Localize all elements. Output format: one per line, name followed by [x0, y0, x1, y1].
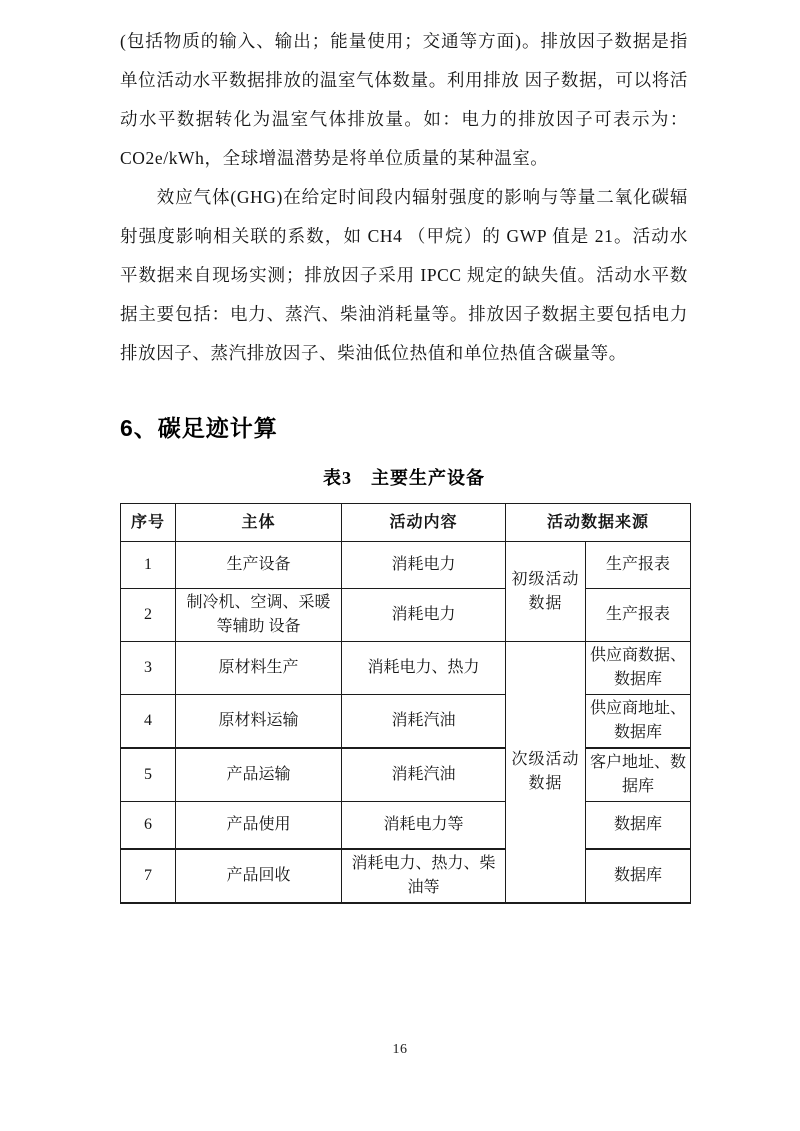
cell-subject: 生产设备	[176, 542, 342, 589]
body-paragraph-2: 效应气体(GHG)在给定时间段内辐射强度的影响与等量二氧化碳辐射强度影响相关联的系数，如 CH4 （甲烷）的 GWP 值是 21。活动水平数据来自现场实测；排放因子采用 IPCC 规定的缺失值。活动水平数据主要包括：电力、蒸汽、柴油消耗量等。排放因子数据主要包括电力排放因子、蒸汽排放因子、柴油低位热值和单位热值含碳量等。	[120, 187, 688, 363]
cell-source: 数据库	[586, 849, 691, 903]
table-header-row	[121, 504, 691, 542]
cell-level-secondary: 次级活动数据	[506, 642, 586, 903]
cell-no: 1	[121, 542, 176, 589]
cell-no: 6	[121, 802, 176, 849]
cell-source: 生产报表	[586, 542, 691, 589]
cell-no: 3	[121, 642, 176, 695]
header-cell-no: 序号	[121, 504, 176, 542]
cell-no: 5	[121, 748, 176, 802]
cell-subject: 原材料生产	[176, 642, 342, 695]
cell-activity: 消耗电力等	[342, 802, 506, 849]
header-cell-subject: 主体	[176, 504, 342, 542]
page-content	[120, 22, 688, 904]
cell-activity: 消耗汽油	[342, 695, 506, 749]
header-cell-activity: 活动内容	[342, 504, 506, 542]
cell-level-primary: 初级活动数据	[506, 542, 586, 642]
cell-source: 数据库	[586, 802, 691, 849]
cell-activity: 消耗电力、热力	[342, 642, 506, 695]
table-row	[121, 642, 691, 695]
production-activity-table	[120, 503, 691, 904]
cell-subject: 产品运输	[176, 748, 342, 802]
cell-activity: 消耗电力	[342, 589, 506, 642]
header-cell-data-source: 活动数据来源	[506, 504, 691, 542]
body-paragraph-1: (包括物质的输入、输出；能量使用；交通等方面)。排放因子数据是指单位活动水平数据排放的温室气体数量。利用排放 因子数据，可以将活动水平数据转化为温室气体排放量。如：电力的排放因子可表示为：CO2e/kWh，全球增温潜势是将单位质量的某种温室。	[120, 31, 688, 168]
cell-subject: 制冷机、空调、采暖等辅助 设备	[176, 589, 342, 642]
cell-subject: 原材料运输	[176, 695, 342, 749]
cell-activity: 消耗电力、热力、柴油等	[342, 849, 506, 903]
cell-subject: 产品回收	[176, 849, 342, 903]
cell-subject: 产品使用	[176, 802, 342, 849]
cell-source: 供应商数据、数据库	[586, 642, 691, 695]
table-row	[121, 802, 691, 849]
cell-no: 4	[121, 695, 176, 749]
cell-source: 客户地址、数据库	[586, 748, 691, 802]
cell-activity: 消耗汽油	[342, 748, 506, 802]
table-row	[121, 748, 691, 802]
table-row	[121, 542, 691, 589]
table-row	[121, 849, 691, 903]
table-row	[121, 695, 691, 749]
cell-no: 2	[121, 589, 176, 642]
cell-no: 7	[121, 849, 176, 903]
cell-activity: 消耗电力	[342, 542, 506, 589]
cell-source: 生产报表	[586, 589, 691, 642]
cell-source: 供应商地址、数据库	[586, 695, 691, 749]
section-heading: 6、碳足迹计算	[120, 415, 278, 441]
page-number: 16	[392, 1042, 408, 1057]
table-row	[121, 589, 691, 642]
table-caption: 表3 主要生产设备	[323, 468, 485, 488]
